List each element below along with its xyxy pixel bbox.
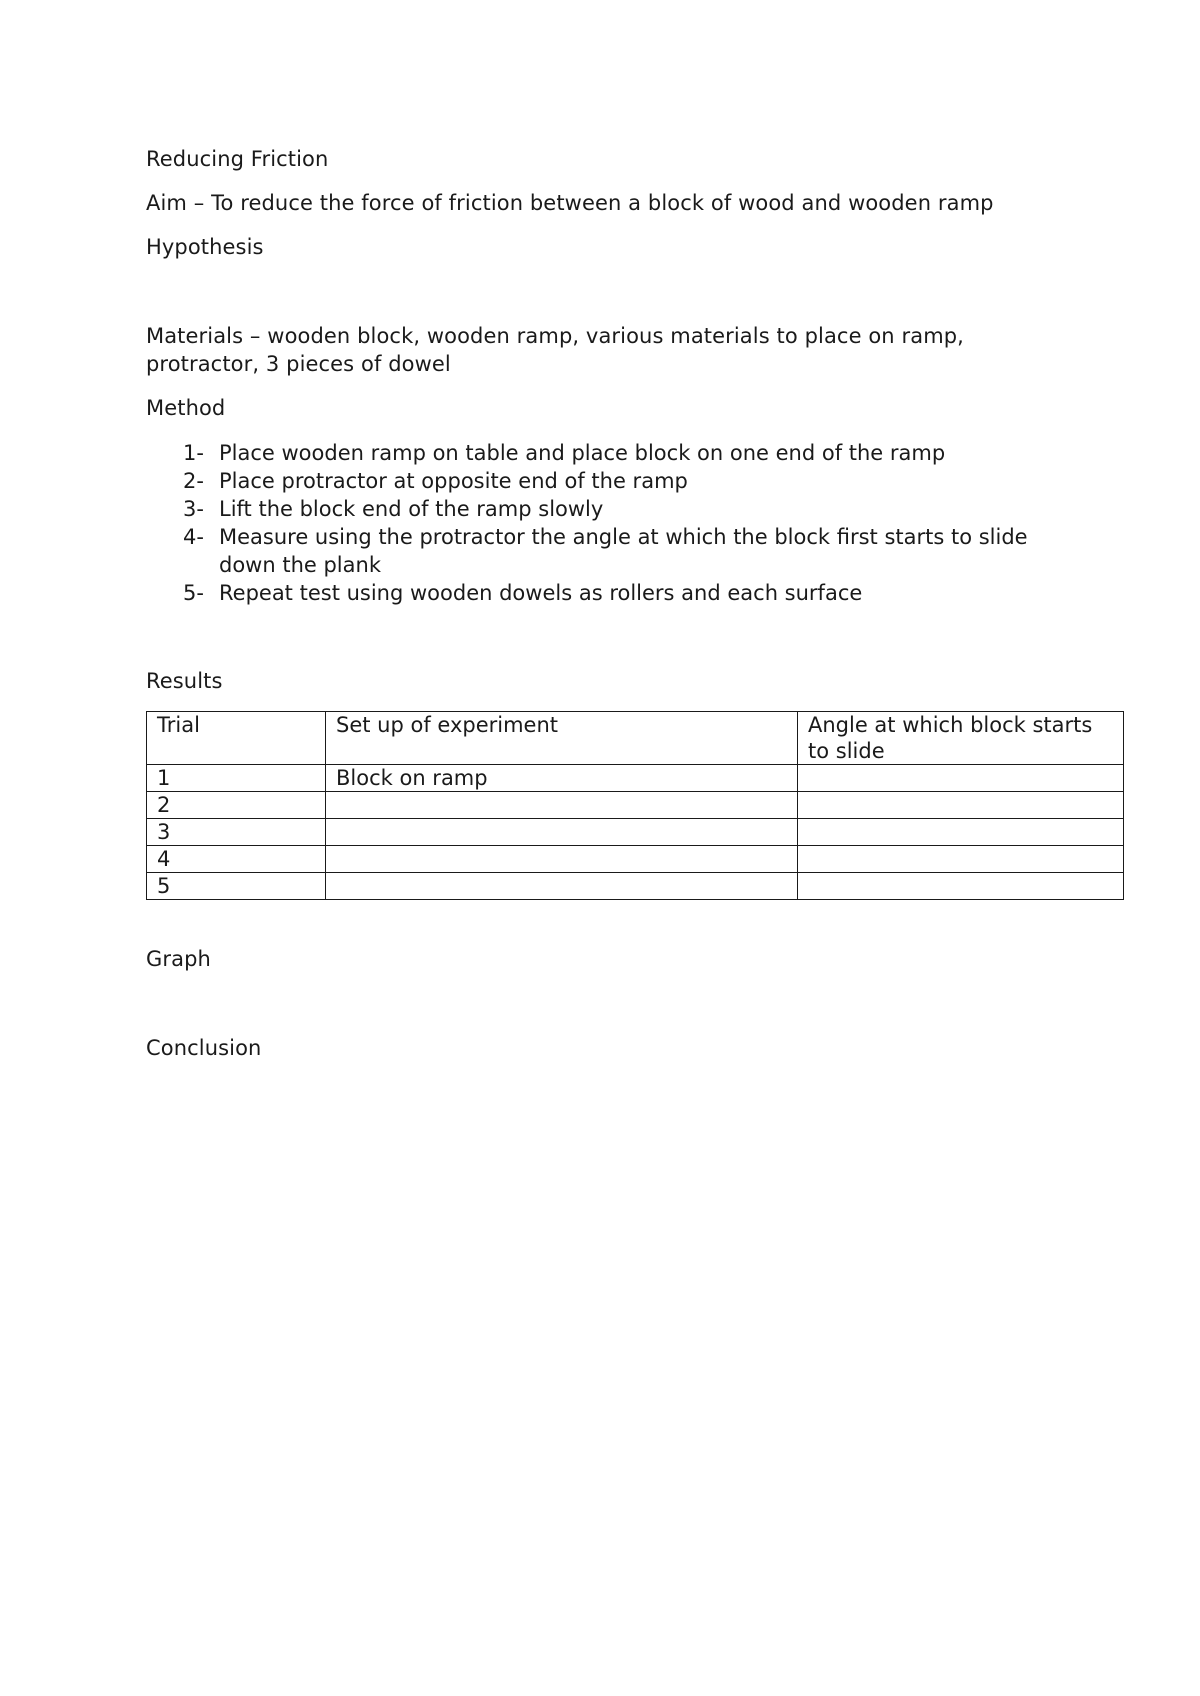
method-step <box>146 439 1046 467</box>
table-cell-setup: Block on ramp <box>326 765 798 792</box>
results-table-header-row <box>147 712 1124 765</box>
method-step <box>146 523 1046 579</box>
method-step-number: 2- <box>183 469 204 493</box>
results-header-angle: Angle at which block starts to slide <box>798 712 1124 765</box>
method-steps-list <box>146 439 1046 607</box>
hypothesis-heading: Hypothesis <box>146 235 264 259</box>
method-step-number: 5- <box>183 581 204 605</box>
results-header-trial: Trial <box>147 712 326 765</box>
method-step-text: Place protractor at opposite end of the ramp <box>219 469 688 493</box>
method-step <box>146 579 1046 607</box>
table-cell-setup <box>326 792 798 819</box>
table-cell-angle <box>798 846 1124 873</box>
graph-heading: Graph <box>146 947 211 971</box>
table-cell-trial: 5 <box>147 873 326 900</box>
table-row <box>147 873 1124 900</box>
method-step-number: 4- <box>183 525 204 549</box>
table-row <box>147 765 1124 792</box>
method-step-text: Place wooden ramp on table and place block on one end of the ramp <box>219 441 946 465</box>
table-cell-trial: 2 <box>147 792 326 819</box>
table-cell-angle <box>798 819 1124 846</box>
table-row <box>147 819 1124 846</box>
method-step-text: Lift the block end of the ramp slowly <box>219 497 604 521</box>
method-step-number: 1- <box>183 441 204 465</box>
results-table <box>146 711 1124 900</box>
method-heading: Method <box>146 396 226 420</box>
method-step-text: Measure using the protractor the angle at which the block first starts to slide down the plank <box>219 525 1028 577</box>
table-row <box>147 846 1124 873</box>
document-title: Reducing Friction <box>146 147 329 171</box>
table-cell-setup <box>326 819 798 846</box>
method-step-number: 3- <box>183 497 204 521</box>
method-step <box>146 467 1046 495</box>
materials-line-1: Materials – wooden block, wooden ramp, various materials to place on ramp, <box>146 324 964 348</box>
results-heading: Results <box>146 669 223 693</box>
results-header-setup: Set up of experiment <box>326 712 798 765</box>
aim-text: Aim – To reduce the force of friction between a block of wood and wooden ramp <box>146 191 994 215</box>
method-step-text: Repeat test using wooden dowels as rollers and each surface <box>219 581 863 605</box>
materials-line-2: protractor, 3 pieces of dowel <box>146 352 451 376</box>
conclusion-heading: Conclusion <box>146 1036 262 1060</box>
table-cell-angle <box>798 765 1124 792</box>
table-cell-setup <box>326 846 798 873</box>
table-cell-trial: 3 <box>147 819 326 846</box>
table-row <box>147 792 1124 819</box>
method-step <box>146 495 1046 523</box>
table-cell-trial: 1 <box>147 765 326 792</box>
table-cell-setup <box>326 873 798 900</box>
table-cell-angle <box>798 792 1124 819</box>
table-cell-angle <box>798 873 1124 900</box>
table-cell-trial: 4 <box>147 846 326 873</box>
